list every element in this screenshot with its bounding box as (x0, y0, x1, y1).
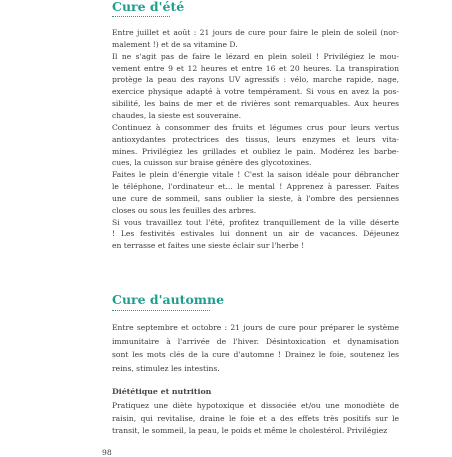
body-line: antioxydantes protectrices des tissus, leurs enzymes et leurs vita- (112, 134, 399, 144)
body-line: une cure de sommeil, sans oublier la sieste, à l'ombre des persiennes (112, 193, 399, 203)
body-line: malement !) et de sa vitamine D. (112, 39, 238, 49)
body-line: transit, le sommeil, la peau, le poids et même le cholestérol. Privilégiez (112, 426, 388, 435)
body-line: mines. Privilégiez les grillades et oubliez le pain. Modérez les barbe- (112, 146, 399, 156)
summer-cure-heading: Cure d'été (112, 0, 185, 14)
body-line: raisin, qui revitalise, draine le foie et a des effets très positifs sur le (112, 413, 399, 423)
body-line: immunitaire à l'arrivée de l'hiver. Désintoxication et dynamisation (112, 336, 399, 346)
body-line: Pratiquez une diète hypotoxique et dissociée et/ou une monodiète de (112, 401, 399, 410)
body-line: Continuez à consommer des fruits et légumes crus pour leurs vertus (112, 122, 399, 132)
autumn-cure-heading: Cure d'automne (112, 292, 225, 307)
body-line: chaudes, la sieste est souveraine. (112, 110, 242, 120)
body-line: vement entre 9 et 12 heures et entre 16 et 20 heures. La transpiration (112, 63, 399, 73)
nutrition-subheading: Diététique et nutrition (112, 387, 212, 396)
body-line: le téléphone, l'ordinateur et... le mental ! Apprenez à paresser. Faites (112, 182, 399, 192)
body-line: sont les mots clés de la cure d'automne ! Drainez le foie, soutenez les (112, 350, 399, 359)
body-line: cues, la cuisson sur braise génère des glycotoxines. (112, 158, 312, 168)
body-line: Entre septembre et octobre : 21 jours de cure pour préparer le système (112, 323, 399, 332)
body-line: closes ou sous les feuilles des arbres. (112, 205, 257, 215)
autumn-heading-underline (112, 310, 210, 311)
body-line: Entre juillet et août : 21 jours de cure pour faire le plein de soleil (nor- (112, 28, 399, 37)
body-line: exercice physique adapté à votre tempérament. Si vous en avez la pos- (112, 87, 399, 97)
body-line: sibilité, les bains de mer et de rivières sont remarquables. Aux heures (112, 99, 399, 109)
body-line: en terrasse et faites une sieste éclair sur l'herbe ! (112, 241, 305, 251)
body-line: ! Les festivités estivales lui donnent un air de vacances. Déjeunez (112, 229, 399, 239)
body-line: Si vous travaillez tout l'été, profitez tranquillement de la ville déserte (112, 217, 399, 227)
body-line: Faites le plein d'énergie vitale ! C'est la saison idéale pour débrancher (112, 170, 399, 180)
body-line: reins, stimulez les intestins. (112, 363, 220, 373)
body-line: protège la peau des rayons UV agressifs : vélo, marche rapide, nage, (112, 75, 399, 85)
summer-heading-underline (112, 16, 170, 17)
page-number: 98 (102, 448, 112, 457)
body-line: Il ne s'agit pas de faire le lézard en plein soleil ! Privilégiez le mou- (112, 51, 399, 61)
